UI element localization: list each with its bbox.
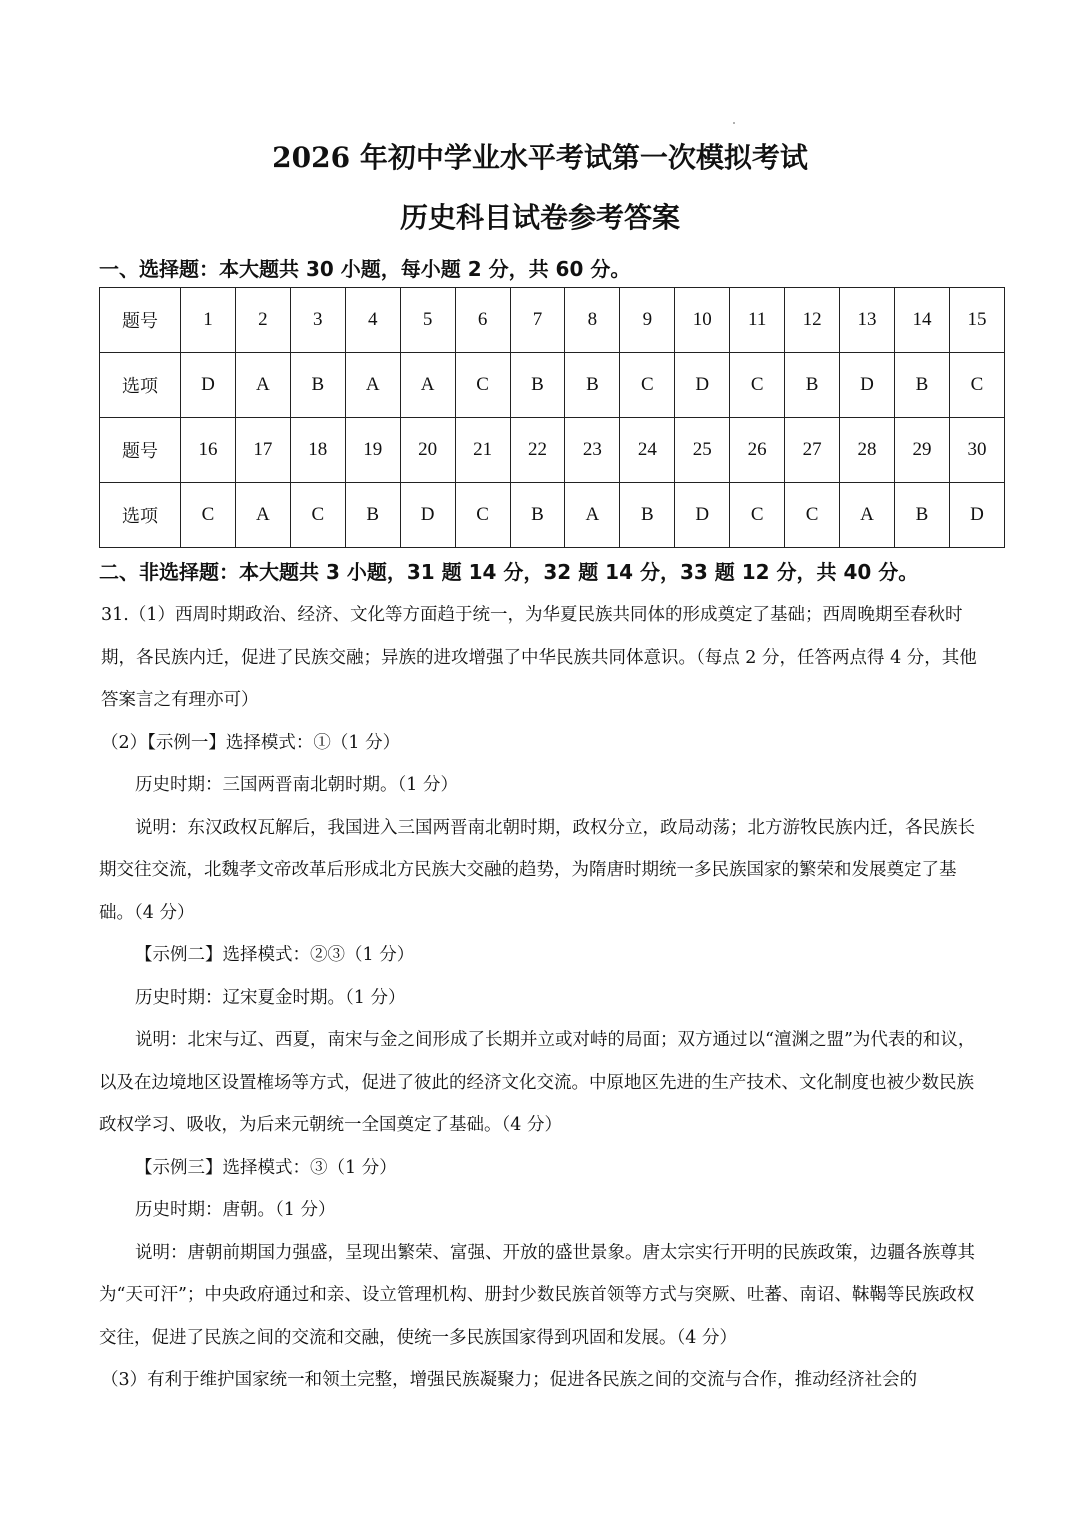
table-cell: C — [620, 353, 675, 418]
table-cell: C — [455, 483, 510, 548]
q31-part2-example3-mode: 【示例三】选择模式：③（1 分） — [135, 1157, 397, 1178]
table-cell: C — [949, 353, 1004, 418]
q31-part2-example2-period: 历史时期：辽宋夏金时期。（1 分） — [135, 987, 406, 1008]
scan-speck — [733, 122, 735, 124]
table-cell: A — [400, 353, 455, 418]
q31-part2-example2-desc: 说明：北宋与辽、西夏，南宋与金之间形成了长期并立或对峙的局面；双方通过以“澶渊之盟”为代表的和议，以及在边境地区设置榷场等方式，促进了彼此的经济文化交流。中原地区先进的生产技术、文化制度也被少数民族政权学习、吸收，为后来元朝统一全国奠定了基础。（4 分） — [99, 1030, 976, 1135]
table-cell: 13 — [840, 288, 895, 353]
table-cell: 26 — [730, 418, 785, 483]
answer-table — [99, 287, 1005, 548]
table-cell: D — [840, 353, 895, 418]
table-row — [100, 483, 1005, 548]
table-cell: C — [455, 353, 510, 418]
q31-part2-example1-mode: （2）【示例一】选择模式：①（1 分） — [101, 732, 401, 753]
table-cell: B — [894, 353, 949, 418]
table-cell: 3 — [290, 288, 345, 353]
table-cell: C — [290, 483, 345, 548]
row-label: 题号 — [100, 418, 181, 483]
table-cell: D — [675, 483, 730, 548]
table-cell: A — [345, 353, 400, 418]
table-cell: 10 — [675, 288, 730, 353]
table-cell: B — [510, 483, 565, 548]
table-cell: 5 — [400, 288, 455, 353]
q31-part2-example3-period: 历史时期：唐朝。（1 分） — [135, 1200, 336, 1220]
table-cell: B — [290, 353, 345, 418]
q31-part2-example1-period: 历史时期：三国两晋南北朝时期。（1 分） — [135, 775, 458, 795]
q31-part2-example2-mode: 【示例二】选择模式：②③（1 分） — [135, 945, 415, 965]
table-cell: 8 — [565, 288, 620, 353]
table-cell: B — [894, 483, 949, 548]
table-cell: 2 — [235, 288, 290, 353]
table-cell: B — [510, 353, 565, 418]
table-cell: A — [235, 353, 290, 418]
page-title: 2026 年初中学业水平考试第一次模拟考试 — [272, 141, 808, 174]
row-label: 题号 — [100, 288, 181, 353]
table-cell: A — [235, 483, 290, 548]
table-cell: D — [675, 353, 730, 418]
row-label: 选项 — [100, 483, 181, 548]
table-cell: 17 — [235, 418, 290, 483]
q31-part3: （3）有利于维护国家统一和领土完整，增强民族凝聚力；促进各民族之间的交流与合作，推动经济社会的 — [101, 1370, 918, 1390]
table-cell: 29 — [894, 418, 949, 483]
answer-body — [99, 594, 989, 1402]
table-cell: 24 — [620, 418, 675, 483]
table-cell: A — [840, 483, 895, 548]
q31-part2-example1-desc: 说明：东汉政权瓦解后，我国进入三国两晋南北朝时期，政权分立，政局动荡；北方游牧民族内迁，各民族长期交往交流，北魏孝文帝改革后形成北方民族大交融的趋势，为隋唐时期统一多民族国家的繁荣和发展奠定了基础。（4 分） — [99, 817, 975, 923]
table-cell: 19 — [345, 418, 400, 483]
table-cell: 4 — [345, 288, 400, 353]
table-cell: C — [730, 483, 785, 548]
table-cell: A — [565, 483, 620, 548]
table-cell: B — [345, 483, 400, 548]
table-cell: 7 — [510, 288, 565, 353]
table-cell: B — [785, 353, 840, 418]
table-cell: 25 — [675, 418, 730, 483]
section2-heading: 二、非选择题：本大题共 3 小题，31 题 14 分，32 题 14 分，33 题 12 分，共 40 分。 — [99, 560, 919, 584]
table-cell: 23 — [565, 418, 620, 483]
table-cell: 15 — [949, 288, 1004, 353]
table-cell: B — [620, 483, 675, 548]
q31-part2-example3-desc: 说明：唐朝前期国力强盛，呈现出繁荣、富强、开放的盛世景象。唐太宗实行开明的民族政策，边疆各族尊其为“天可汗”；中央政府通过和亲、设立管理机构、册封少数民族首领等方式与突厥、吐蕃、南诏、靺鞨等民族政权交往，促进了民族之间的交流和交融，使统一多民族国家得到巩固和发展。（4 分） — [99, 1242, 975, 1348]
table-cell: 12 — [785, 288, 840, 353]
table-cell: 14 — [894, 288, 949, 353]
section1-heading: 一、选择题：本大题共 30 小题，每小题 2 分，共 60 分。 — [99, 257, 631, 281]
table-row — [100, 353, 1005, 418]
table-row — [100, 418, 1005, 483]
table-cell: D — [400, 483, 455, 548]
table-cell: 18 — [290, 418, 345, 483]
table-cell: D — [949, 483, 1004, 548]
page-subtitle: 历史科目试卷参考答案 — [399, 201, 680, 234]
row-label: 选项 — [100, 353, 181, 418]
table-cell: 1 — [181, 288, 236, 353]
table-cell: 27 — [785, 418, 840, 483]
table-cell: 6 — [455, 288, 510, 353]
table-cell: 16 — [181, 418, 236, 483]
table-cell: C — [785, 483, 840, 548]
table-cell: C — [730, 353, 785, 418]
table-cell: 22 — [510, 418, 565, 483]
table-cell: 21 — [455, 418, 510, 483]
table-row — [100, 288, 1005, 353]
table-cell: D — [181, 353, 236, 418]
table-cell: 28 — [840, 418, 895, 483]
q31-part1: 31.（1）西周时期政治、经济、文化等方面趋于统一，为华夏民族共同体的形成奠定了基础；西周晚期至春秋时期，各民族内迁，促进了民族交融；异族的进攻增强了中华民族共同体意识。（每点 2 分，任答两点得 4 分，其他答案言之有理亦可） — [101, 605, 977, 710]
table-cell: 30 — [949, 418, 1004, 483]
table-cell: 9 — [620, 288, 675, 353]
table-cell: 20 — [400, 418, 455, 483]
table-cell: B — [565, 353, 620, 418]
table-cell: C — [181, 483, 236, 548]
table-cell: 11 — [730, 288, 785, 353]
